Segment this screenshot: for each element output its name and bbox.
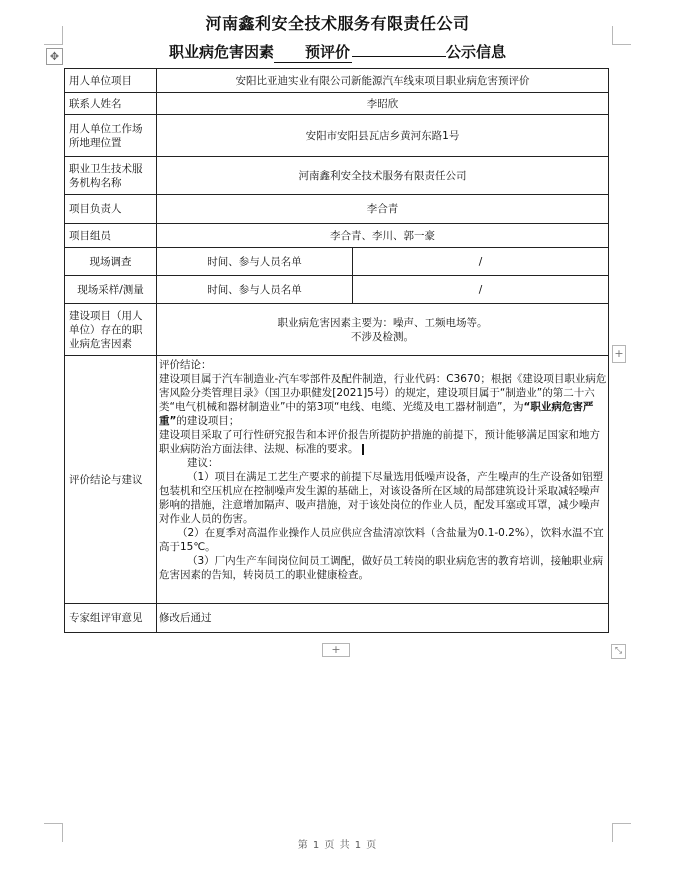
row-label-evaluation: 评价结论与建议 <box>65 356 157 604</box>
row-value-sampling-left[interactable]: 时间、参与人员名单 <box>157 276 353 304</box>
table-row <box>65 276 609 304</box>
row-label-hazard: 建设项目（用人单位）存在的职业病危害因素 <box>65 304 157 356</box>
row-label-survey: 现场调查 <box>65 248 157 276</box>
row-value-expert[interactable]: 修改后通过 <box>157 604 609 633</box>
table-row <box>65 356 609 604</box>
company-title: 河南鑫利安全技术服务有限责任公司 <box>205 14 470 33</box>
table-resize-icon[interactable]: ⤡ <box>611 644 626 659</box>
table-move-handle-icon[interactable]: ✥ <box>46 48 63 65</box>
table-row <box>65 195 609 224</box>
text-cursor <box>362 444 364 455</box>
table-row <box>65 304 609 356</box>
row-label-project: 用人单位项目 <box>65 69 157 93</box>
row-value-location[interactable]: 安阳市安阳县瓦店乡黄河东路1号 <box>157 115 609 157</box>
row-value-evaluation[interactable] <box>157 356 609 604</box>
document-subtitle <box>0 41 675 63</box>
add-row-button[interactable]: + <box>322 643 350 657</box>
subtitle-prefix: 职业病危害因素 <box>168 43 274 61</box>
row-value-manager[interactable]: 李合青 <box>157 195 609 224</box>
add-column-button[interactable]: + <box>612 345 626 363</box>
suggestion-2: （2）在夏季对高温作业操作人员应供应含盐清凉饮料（含盐量为0.1-0.2%），饮料水温不宜高于15℃。 <box>159 527 604 553</box>
row-value-contact[interactable]: 李昭欣 <box>157 93 609 115</box>
suggestion-3: （3）厂内生产车间岗位间员工调配，做好员工转岗的职业病危害的教育培训，接触职业病危害因素的告知，转岗员工的职业健康检查。 <box>159 555 604 581</box>
row-value-survey-left[interactable]: 时间、参与人员名单 <box>157 248 353 276</box>
row-label-sampling: 现场采样/测量 <box>65 276 157 304</box>
row-label-contact: 联系人姓名 <box>65 93 157 115</box>
table-row <box>65 157 609 195</box>
row-label-agency: 职业卫生技术服务机构名称 <box>65 157 157 195</box>
table-row <box>65 604 609 633</box>
evaluation-heading: 评价结论： <box>159 359 212 371</box>
row-label-expert: 专家组评审意见 <box>65 604 157 633</box>
subtitle-fill-blank: 预评价 <box>274 41 352 63</box>
row-value-agency[interactable]: 河南鑫利安全技术服务有限责任公司 <box>157 157 609 195</box>
row-value-members[interactable]: 李合青、李川、郭一豪 <box>157 224 609 248</box>
row-label-location: 用人单位工作场所地理位置 <box>65 115 157 157</box>
table-row <box>65 248 609 276</box>
evaluation-paragraph-1: 建设项目属于汽车制造业-汽车零部件及配件制造，行业代码：C3670；根据《建设项目职业病危害风险分类管理目录》（国卫办职健发[2021]5号）的规定，建设项目属于“制造业”的第二十六类“电气机械和器材制造业”中的第3项“电线、电缆、光缆及电工器材制造”，为“职业病危害严重”的建设项目； <box>159 373 607 427</box>
table-row <box>65 115 609 157</box>
hazard-detection-line: 不涉及检测。 <box>351 330 414 343</box>
row-value-project[interactable]: 安阳比亚迪实业有限公司新能源汽车线束项目职业病危害预评价 <box>157 69 609 93</box>
subtitle-empty-blank <box>352 56 446 57</box>
row-value-sampling-right[interactable]: / <box>353 276 609 304</box>
hazard-factors-line: 职业病危害因素主要为：噪声、工频电场等。 <box>277 316 488 329</box>
table-row <box>65 93 609 115</box>
subtitle-suffix: 公示信息 <box>446 43 507 61</box>
row-label-manager: 项目负责人 <box>65 195 157 224</box>
suggestion-heading: 建议： <box>187 457 219 469</box>
suggestion-1: （1）项目在满足工艺生产要求的前提下尽量选用低噪声设备，产生噪声的生产设备如铝塑包装机和空压机应在控制噪声发生源的基础上，对该设备所在区域的局部建筑设计采取减轻噪声影响的措施，注意增加隔声、吸声措施，对于该处岗位的作业人员，配发耳塞或耳罩，减少噪声对作业人员的伤害。 <box>159 471 604 525</box>
row-value-hazard[interactable] <box>157 304 609 356</box>
row-value-survey-right[interactable]: / <box>353 248 609 276</box>
evaluation-paragraph-2: 建设项目采取了可行性研究报告和本评价报告所提防护措施的前提下，预计能够满足国家和地方职业病防治方面法律、法规、标准的要求。 <box>159 429 600 455</box>
disclosure-table <box>64 68 609 633</box>
row-label-members: 项目组员 <box>65 224 157 248</box>
page-number: 第 1 页 共 1 页 <box>297 840 378 851</box>
table-row <box>65 224 609 248</box>
table-row <box>65 69 609 93</box>
